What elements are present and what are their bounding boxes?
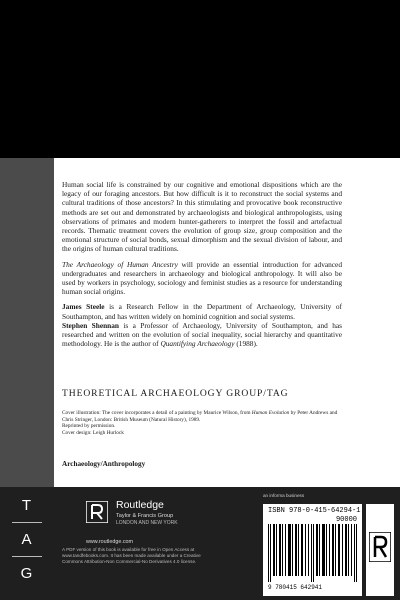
publisher-spine-logo — [366, 504, 394, 596]
author-2-book: Quantifying Archaeology — [160, 339, 235, 349]
tag-divider — [12, 556, 42, 557]
blurb-paragraph-2 — [62, 260, 342, 297]
publisher-url[interactable]: www.routledge.com — [86, 539, 134, 545]
footer-band — [0, 487, 400, 600]
author-1-name: James Steele — [62, 302, 105, 312]
tag-letter-a: A — [21, 531, 33, 548]
author-bios — [62, 302, 342, 348]
credit-book-title: Human Evolution — [251, 410, 290, 416]
credit-prefix: Cover illustration: The cover incorporates a detail of a painting by Maurice Wilson, from — [62, 410, 252, 416]
barcode-icon — [268, 524, 357, 582]
price-code: 90000 — [335, 516, 357, 524]
isbn-text: ISBN 978-0-415-64294-1 — [268, 507, 361, 515]
blurb-paragraph-1: Human social life is constrained by our cognitive and emotional dispositions which are the legacy of our foraging ancestors. But how difficult is it to reconstruct the social systems and cultural traditions of those ancestors? In this stimulating and provocative book reconstructive methods are set out and demonstrated by archaeologists and biological anthropologists, using observations of primates and modern hunter-gatherers to interpret the fossil and artefactual records. Thematic treatment covers the evolution of group size, group composition and the emotional structure of social bonds, sexual dimorphism and the sexual division of labour, and the origins of human cultural traditions. — [62, 180, 342, 254]
routledge-r-icon — [369, 532, 391, 562]
cover-design-credit: Cover design: Leigh Hurlock — [62, 429, 124, 436]
tag-letter-t: T — [21, 497, 33, 514]
author-2-name: Stephen Shennan — [62, 320, 120, 330]
tag-letter-g: G — [20, 565, 34, 582]
cover-image-block — [0, 0, 400, 158]
series-title: THEORETICAL ARCHAEOLOGY GROUP/TAG — [62, 388, 289, 399]
informa-note: an informa business — [263, 493, 305, 498]
author-1-bio: is a Research Fellow in the Department of Archaeology, University of Southampton, and has written widely on hominid cognition and social systems. — [62, 302, 342, 321]
author-2-year: (1988). — [234, 339, 258, 349]
barcode-panel — [263, 504, 362, 596]
publisher-name: Routledge — [116, 499, 164, 511]
reprint-permission: Reprinted by permission. — [62, 423, 116, 430]
credit-rest: by Peter Andrews and Chris Stringer, London: British Museum (Natural History), 1989. — [62, 410, 338, 423]
routledge-logo-icon — [86, 501, 108, 523]
cover-illustration-credit — [62, 410, 342, 423]
side-color-bar — [0, 158, 54, 487]
blurb — [62, 180, 342, 348]
open-access-note: A PDF version of this book is available for free in Open Access at www.tandfebooks.com. It has been made available under a Creative Commons Attribution-Non Commercial-No Derivatives 4.0 license. — [62, 547, 201, 564]
publisher-subtitle: Taylor & Francis Group — [116, 513, 174, 519]
publisher-location: LONDON AND NEW YORK — [116, 520, 178, 526]
author-2-bio: is a Professor of Archaeology, University of Southampton, and has researched and written on the evolution of social inequality, social hierarchy and quantitative methodology. He is the author of — [62, 320, 342, 349]
tag-logo — [0, 487, 54, 600]
subject-category: Archaeology/Anthropology — [62, 460, 146, 468]
barcode-digits: 9 780415 642941 — [268, 584, 323, 591]
cover-credits — [62, 410, 342, 436]
tag-divider — [12, 522, 42, 523]
blurb-paragraph-2-text: will provide an essential introduction for advanced undergraduates and researchers in archaeology and biological anthropology. It will also be used by workers in psychology, sociology and feminist studies as a resource for understanding human social origins. — [62, 259, 342, 297]
book-title: The Archaeology of Human Ancestry — [62, 259, 178, 269]
